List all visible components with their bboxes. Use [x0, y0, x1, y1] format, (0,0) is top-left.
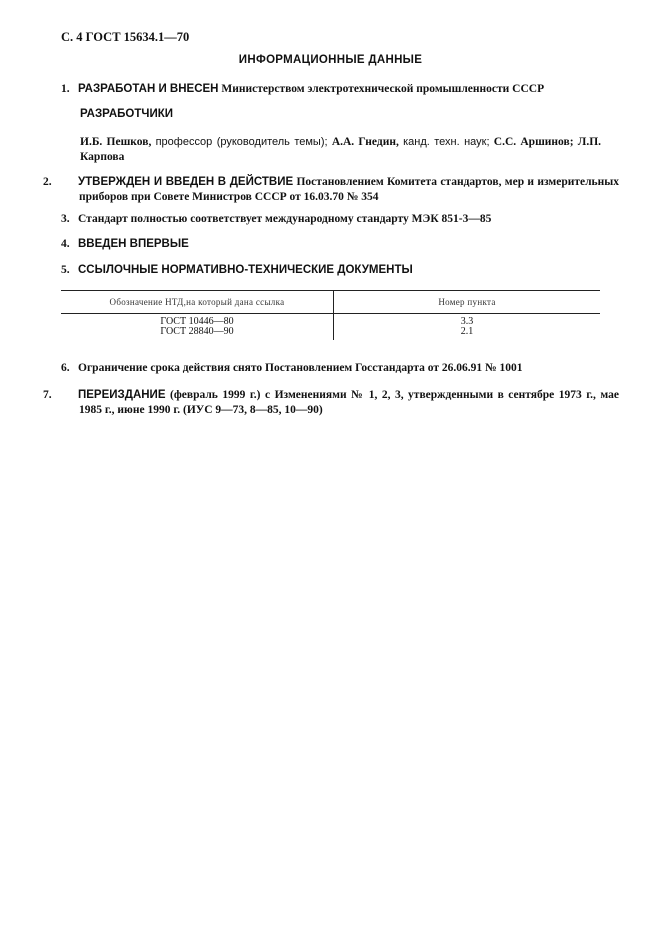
- table-row: [61, 314, 600, 328]
- item-text: (февраль 1999 г.) с Изменениями № 1, 2, 3, утвержденными в сентябре 1973 г., мае 1985 г., июне 1990 г. (ИУС 9—73, 8—85, 10—90): [79, 389, 619, 416]
- item-text: Министерством электротехнической промышленности СССР: [221, 83, 545, 95]
- item-heading: УТВЕРЖДЕН И ВВЕДЕН В ДЕЙСТВИЕ: [78, 176, 294, 188]
- item-heading: ПЕРЕИЗДАНИЕ: [78, 389, 166, 401]
- item-heading: ВВЕДЕН ВПЕРВЫЕ: [78, 238, 189, 250]
- item-reissue: [43, 388, 619, 418]
- item-heading: ССЫЛОЧНЫЕ НОРМАТИВНО-ТЕХНИЧЕСКИЕ ДОКУМЕНТЫ: [78, 264, 413, 276]
- developer-name: Л.П. Карпова: [80, 136, 602, 163]
- developer-name: И.Б. Пешков,: [80, 136, 152, 148]
- reference-table: [61, 290, 600, 340]
- table-row: [61, 327, 600, 340]
- developer-role: профессор (руководитель темы);: [155, 136, 328, 148]
- developers-list: [80, 135, 601, 165]
- item-developed-by: [61, 82, 601, 97]
- item-number: 1.: [61, 83, 70, 95]
- item-reference-docs: [61, 263, 601, 278]
- item-number: 2.: [43, 176, 52, 188]
- item-number: 3.: [61, 213, 70, 225]
- item-approved: [43, 175, 619, 205]
- item-standard-compliance: [61, 212, 601, 227]
- item-number: 4.: [61, 238, 70, 250]
- item-text: Стандарт полностью соответствует международному стандарту МЭК 851-3—85: [78, 213, 492, 225]
- item-text: Ограничение срока действия снято Постановлением Госстандарта от 26.06.91 № 1001: [78, 362, 523, 374]
- column-header: Номер пункта: [334, 291, 601, 314]
- document-title: ИНФОРМАЦИОННЫЕ ДАННЫЕ: [238, 54, 423, 66]
- developers-heading: РАЗРАБОТЧИКИ: [80, 108, 173, 120]
- item-number: 5.: [61, 264, 70, 276]
- developer-role: канд. техн. наук;: [403, 136, 490, 148]
- table-cell: ГОСТ 10446—80: [61, 314, 334, 328]
- page-header: С. 4 ГОСТ 15634.1—70: [61, 30, 190, 44]
- developer-name: С.С. Аршинов;: [493, 136, 574, 148]
- item-validity-limit: [61, 361, 601, 376]
- table-cell: ГОСТ 28840—90: [61, 327, 334, 340]
- item-number: 6.: [61, 362, 70, 374]
- item-number: 7.: [43, 389, 52, 401]
- table-cell: 3.3: [460, 316, 474, 327]
- column-header: Обозначение НТД,на который дана ссылка: [61, 291, 334, 314]
- item-introduced: [61, 237, 601, 252]
- table-cell: 2.1: [460, 326, 474, 337]
- item-text: Постановлением Комитета стандартов, мер и измерительных приборов при Совете Министров СССР от 16.03.70 № 354: [79, 176, 619, 203]
- item-heading: РАЗРАБОТАН И ВНЕСЕН: [78, 83, 219, 95]
- developer-name: А.А. Гнедин,: [331, 136, 399, 148]
- table-header-row: [61, 291, 600, 314]
